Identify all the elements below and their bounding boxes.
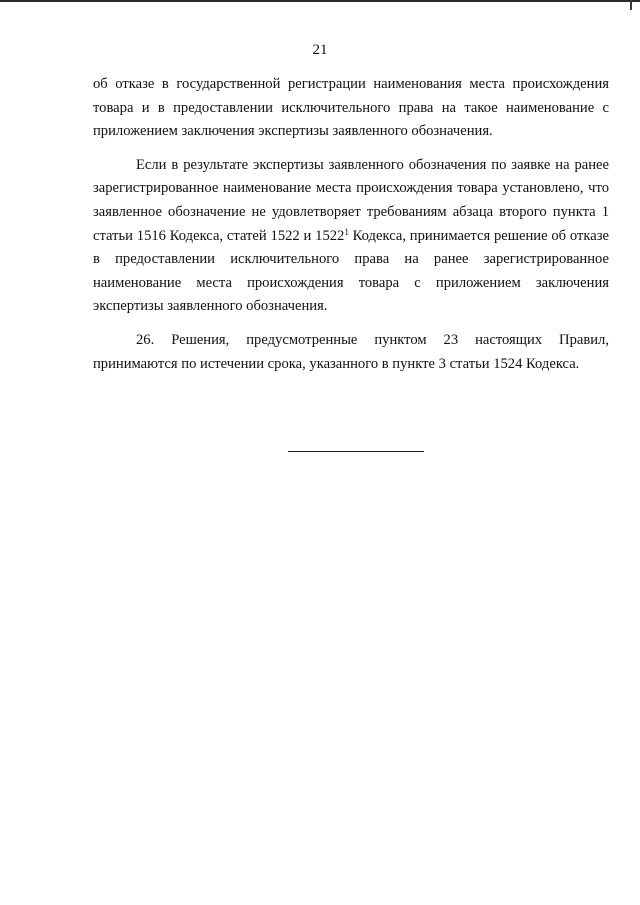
end-of-text-rule: [288, 451, 424, 452]
superscript-index: 1: [344, 226, 349, 237]
paragraph-continuation: об отказе в государственной регистрации наименования места происхождения товара и в предоставлении исключительного права на такое наименование с приложением заключения экспертизы заявленного обозначения.: [93, 76, 609, 140]
paragraph-expertise-text-end: Кодекса, принимается решение об отказе в предоставлении исключительного права на ранее зарегистрированное наименование места происхождения товара с приложением заключения экспертизы заявленного обозначения.: [93, 227, 609, 315]
scan-edge-top: [0, 0, 640, 2]
document-body: [93, 73, 609, 376]
paragraph-item-26: 26. Решения, предусмотренные пунктом 23 настоящих Правил, принимаются по истечении срока, указанного в пункте 3 статьи 1524 Кодекса.: [93, 331, 609, 372]
paragraph-expertise-text-start: Если в результате экспертизы заявленного обозначения по заявке на ранее зарегистрированное наименование места происхождения товара установлено, что заявленное обозначение не удовлетворяет требованиям абзаца второго пункта 1 статьи 1516 Кодекса, статей 1522 и 1522: [93, 156, 609, 244]
scan-edge-right: [630, 0, 632, 10]
paragraph-expertise-result: [93, 154, 609, 319]
page-number: 21: [312, 42, 328, 58]
